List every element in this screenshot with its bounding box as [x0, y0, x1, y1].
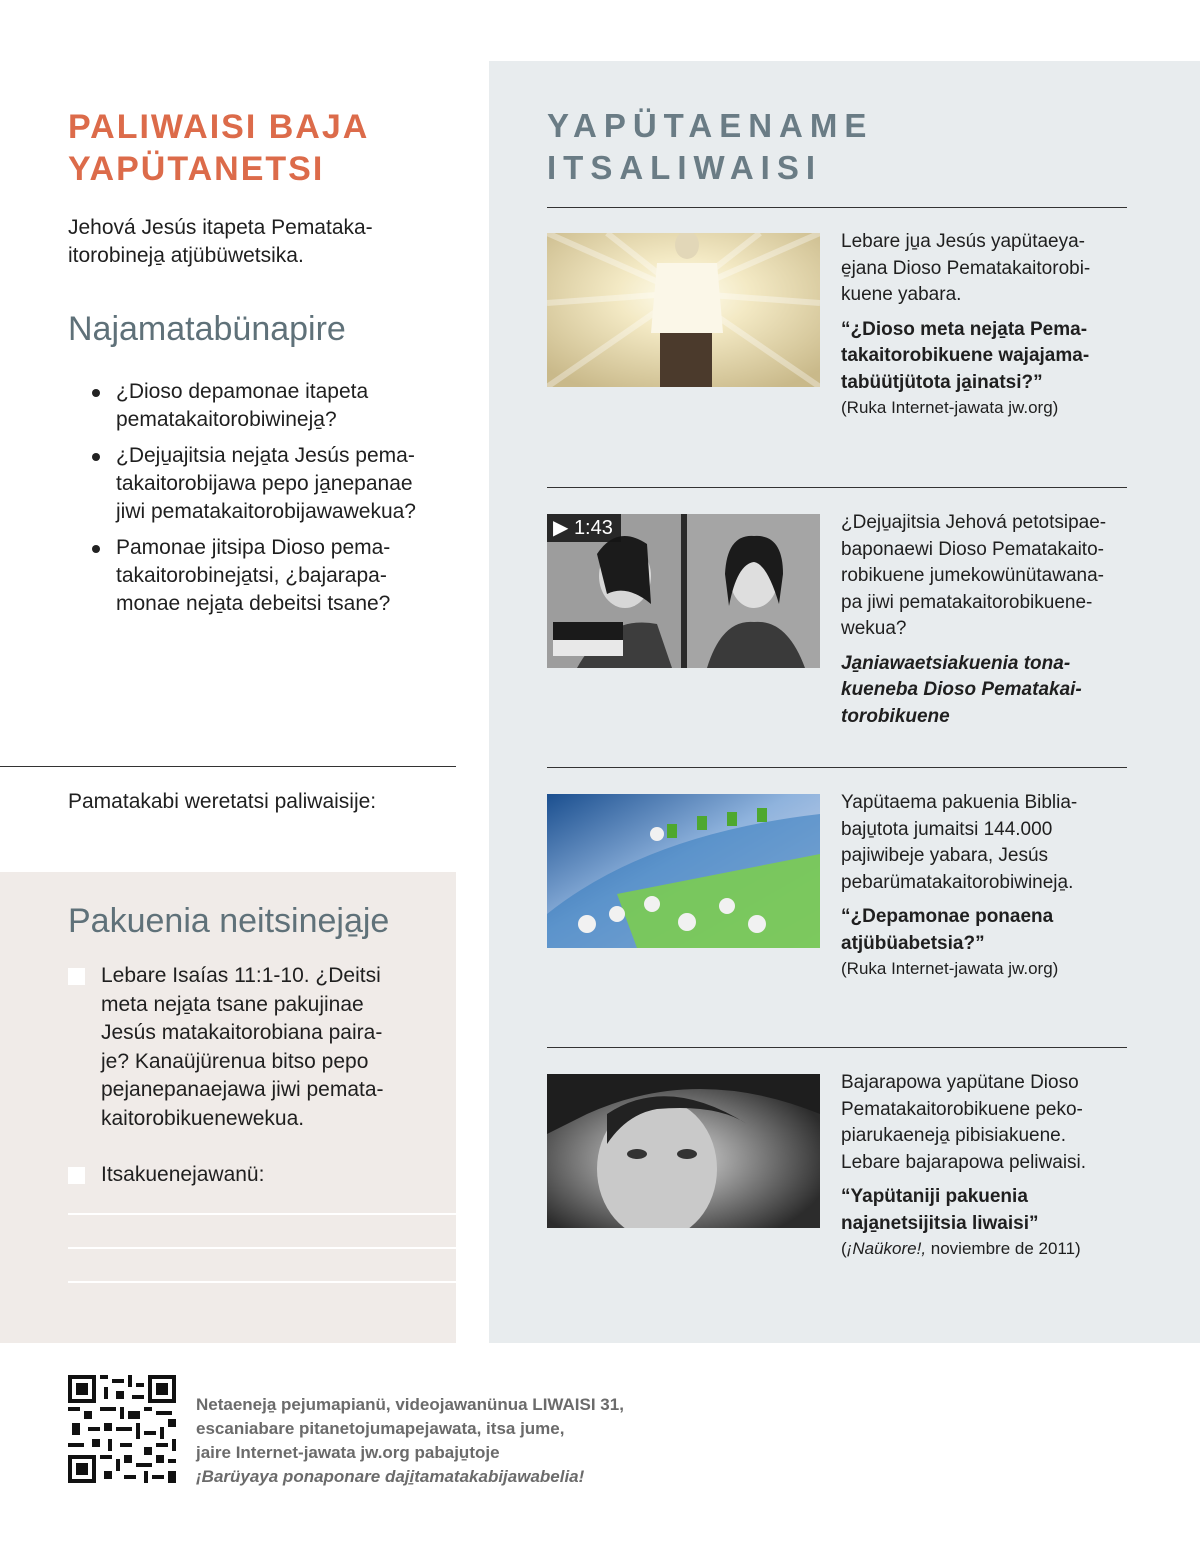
checkbox[interactable]: [68, 1167, 85, 1184]
notes-label: Pamatakabi weretatsi paliwaisije:: [68, 790, 377, 813]
divider: [0, 766, 456, 767]
question-list: [92, 378, 452, 626]
lesson-column: [0, 0, 456, 1343]
task-item: Itsakuenejawanü:: [68, 1161, 428, 1190]
writing-line[interactable]: [68, 1281, 456, 1283]
questions-heading: Najamatabünapire: [68, 310, 346, 348]
task-heading: Pakuenia neitsineja̱je: [68, 902, 390, 940]
article-thumbnail[interactable]: [547, 794, 820, 948]
article-link[interactable]: “Yapütaniji pakuenia naja̱netsijitsia liwaisi”: [841, 1186, 1039, 1234]
task-item: Lebare Isaías 11:1-10. ¿Deitsi meta neja̱ta tsane pakujinae Jesús matakaitorobiana paira- je? Kanaüjürenua bitso pepo pejanepanaejawa jiwi pemata- kaitorobikuenewekua.: [68, 962, 428, 1133]
divider: [547, 767, 1127, 768]
article-link[interactable]: “¿Dioso meta neja̱ta Pema- takaitorobikuene wajajama- tabüütjütota ja̱inatsi?”: [841, 318, 1090, 393]
heavenly-kings-image: [547, 794, 820, 948]
task-box: [0, 872, 456, 1343]
article-thumbnail[interactable]: [547, 1074, 820, 1228]
video-link[interactable]: Ja̱niawaetsiakuenia tona- kueneba Dioso Pematakai- torobikuene: [841, 652, 1082, 727]
video-thumbnail[interactable]: [547, 514, 820, 668]
question-item: ¿Deju̱ajitsia neja̱ta Jesús pema- takaitorobijawa pepo ja̱nepanae jiwi pematakaitorobijawawekua?: [92, 442, 452, 526]
article-link[interactable]: “¿Depamonae ponaena atjübüabetsia?”: [841, 906, 1054, 954]
resources-title: YAPÜTAENAME ITSALIWAISI: [547, 107, 874, 186]
question-item: Pamonae jitsipa Dioso pema- takaitorobineja̱tsi, ¿bajarapa- monae neja̱ta debeitsi tsane?: [92, 534, 452, 618]
footer-note: Netaeneja̱ pejumapianü, videojawanünua LIWAISI 31, escaniabare pitanetojumapejawata, itsa jume, jaire Internet-jawata jw.org pabaju̱toje ¡Barüyaya ponaponare daji̱tamatakabijawabelia!: [196, 1395, 624, 1486]
question-item: ¿Dioso depamonae itapeta pematakaitorobiwineja̱?: [92, 378, 452, 434]
article-description: Bajarapowa yapütane Dioso Pematakaitorobikuene peko- piarukaeneja̱ pibisiakuene. Lebare bajarapowa peliwaisi. “Yapütaniji pakuenia naja̱netsijitsia liwaisi” (¡Naükore!, noviembre de 2011): [841, 1070, 1121, 1261]
resources-panel: [489, 61, 1200, 1343]
article-thumbnail[interactable]: [547, 233, 820, 387]
article-description: Lebare ju̱a Jesús yapütaeya- e̱jana Dioso Pematakaitorobi- kuene yabara. “¿Dioso meta neja̱ta Pema- takaitorobikuene wajajama- tabüütjütota ja̱inatsi?” (Ruka Internet-jawata jw.org): [841, 229, 1121, 420]
article-source: (¡Naükore!, noviembre de 2011): [841, 1239, 1081, 1258]
checkbox[interactable]: [68, 968, 85, 985]
woman-portrait-image: [547, 1074, 820, 1228]
lesson-intro: Jehová Jesús itapeta Pemataka- itorobineja̱ atjübüwetsika.: [68, 216, 373, 267]
video-duration-badge: ▶ 1:43: [547, 514, 621, 542]
video-description: ¿Deju̱ajitsia Jehová petotsipae- baponaewi Dioso Pematakaito- robikuene jumekowünütawana- pa jiwi pematakaitorobikuene- wekua? Ja̱niawaetsiakuenia tona- kueneba Dioso Pematakai- torobikuene: [841, 510, 1121, 730]
writing-line[interactable]: [68, 1213, 456, 1215]
article-description: Yapütaema pakuenia Biblia- baju̱tota jumaitsi 144.000 pajiwibeje yabara, Jesús pebarümatakaitorobiwineja̱. “¿Depamonae ponaena atjübüabetsia?” (Ruka Internet-jawata jw.org): [841, 790, 1121, 981]
divider: [547, 207, 1127, 208]
lesson-title: PALIWAISI BAJA YAPÜTANETSI: [68, 108, 370, 188]
glowing-man-image: [547, 233, 820, 387]
qr-code-icon[interactable]: [68, 1375, 176, 1483]
divider: [547, 487, 1127, 488]
writing-line[interactable]: [68, 1247, 456, 1249]
divider: [547, 1047, 1127, 1048]
